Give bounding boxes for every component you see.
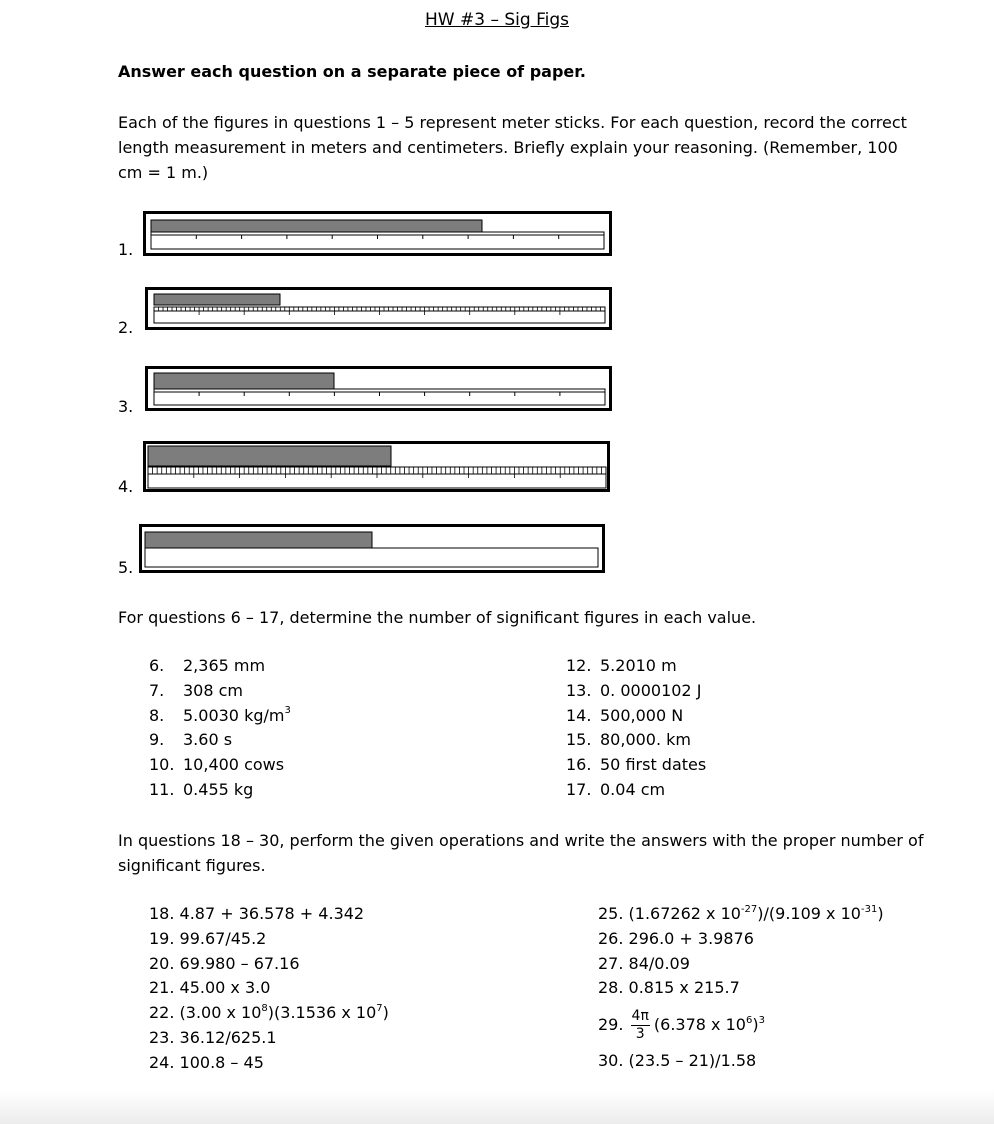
sigfig-list-left (149, 654, 291, 803)
ops-list-left (149, 902, 389, 1076)
meter-stick-3 (145, 366, 613, 412)
question-2-number: 2. (118, 318, 134, 337)
meter-stick-4 (143, 441, 611, 493)
list-item: 25. (1.67262 x $10^{-27})/(9.109$ x $10^{-31}$) (598, 903, 884, 923)
measured-bar-1 (151, 220, 482, 232)
list-item: 8. 5.0030 $kg/m^3$ (149, 705, 291, 725)
list-item: 9. 3.60 s (149, 730, 233, 750)
sigfig-intro: For questions 6 – 17, determine the number of significant figures in each value. (118, 608, 757, 627)
list-item: 20. 69.980 – 67.16 (149, 953, 300, 973)
list-item: 10. 10,400 cows (149, 755, 285, 775)
list-item: 17. 0.04 cm (566, 779, 666, 799)
measured-bar-4 (148, 446, 391, 466)
list-item: 24. 100.8 – 45 (149, 1052, 264, 1072)
meter-stick-2 (145, 287, 613, 331)
intro-paragraph: Each of the figures in questions 1 – 5 represent meter sticks. For each question, record the correct length measurement in meters and centimeters. Briefly explain your reasoning. (Remember, 100 cm = 1 m.) (118, 113, 907, 182)
measured-bar-3 (154, 373, 334, 389)
list-item: 30. (23.5 – 21)/1.58 (598, 1051, 757, 1071)
list-item: 18. 4.87 + 36.578 + 4.342 (149, 904, 365, 923)
list-item: 22. (3.00 x $10^8)(3.1536$ x $10^7$) (149, 1002, 389, 1023)
instruction-text: Answer each question on a separate piece of paper. (118, 62, 586, 81)
meter-stick-1 (143, 211, 613, 257)
question-5-number: 5. (118, 558, 134, 577)
list-item: 15. 80,000. km (566, 730, 692, 750)
list-item: 28. 0.815 x 215.7 (598, 978, 740, 998)
list-item: 13. 0. 0000102 J (566, 680, 702, 700)
measured-bar-2 (154, 294, 280, 305)
question-3-number: 3. (118, 397, 134, 416)
list-item: 7. 308 cm (149, 680, 244, 700)
list-item: 27. 84/0.09 (598, 953, 690, 973)
meter-stick-5 (139, 524, 606, 574)
question-4-number: 4. (118, 477, 134, 496)
measured-bar-5 (145, 532, 372, 548)
list-item: 6. 2,365 mm (149, 656, 266, 675)
fraction-4pi-over-3: $\frac{4\pi}{3}$ (631, 1008, 649, 1043)
ops-list-right (598, 902, 884, 1074)
list-item: 14. 500,000 N (566, 705, 684, 725)
list-item: 26. 296.0 + 3.9876 (598, 928, 754, 948)
list-item: 16. 50 first dates (566, 755, 707, 775)
list-item: 23. 36.12/625.1 (149, 1027, 277, 1047)
question-1-number: 1. (118, 240, 134, 259)
list-item: 12. 5.2010 m (566, 656, 677, 675)
list-item: 19. 99.67/45.2 (149, 928, 267, 948)
list-item: 29. $\frac{4\pi}{3}$ (6.378 x $10^6)^3$ (598, 1008, 765, 1043)
list-item: 11. 0.455 kg (149, 779, 254, 799)
list-item: 21. 45.00 x 3.0 (149, 978, 271, 998)
bottom-edge-shadow (0, 1090, 994, 1124)
page-title: HW #3 – Sig Figs (425, 10, 569, 30)
ops-intro: In questions 18 – 30, perform the given operations and write the answers with the proper number of significant figures. (118, 831, 924, 875)
sigfig-list-right (566, 654, 706, 803)
